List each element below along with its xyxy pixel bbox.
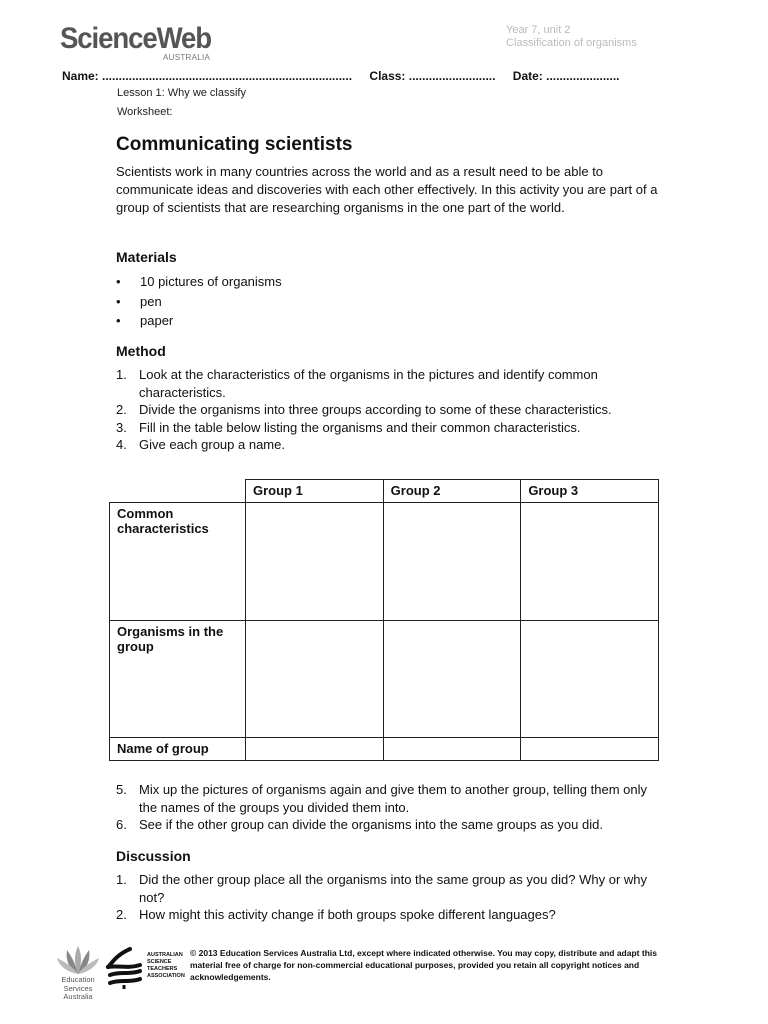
- step-text: Divide the organisms into three groups according to some of these characteristics.: [139, 402, 612, 417]
- table-cell[interactable]: [383, 503, 521, 621]
- class-field: Class: ..........................: [369, 69, 496, 83]
- step-number: 3.: [116, 419, 127, 435]
- column-header: Group 1: [246, 480, 384, 503]
- table-header-row: [110, 480, 659, 503]
- method-step: [116, 401, 661, 419]
- date-field: Date: ......................: [512, 69, 620, 83]
- student-details-line: [62, 69, 662, 83]
- question-text: How might this activity change if both groups spoke different languages?: [139, 907, 556, 922]
- asta-logo-line: TEACHERS: [147, 966, 178, 972]
- step-number: 5.: [116, 782, 127, 797]
- step-number: 1.: [116, 367, 127, 382]
- asta-logo-line: SCIENCE: [147, 959, 172, 965]
- asta-logo-icon: [104, 947, 144, 991]
- step-text: Give each group a name.: [139, 437, 285, 452]
- method-step: [116, 436, 661, 454]
- table-cell[interactable]: [521, 738, 659, 761]
- step-number: 4.: [116, 437, 127, 452]
- method-steps: [116, 366, 661, 454]
- lesson-label: Lesson 1: Why we classify: [117, 87, 246, 99]
- scienceweb-logo-subtitle: AUSTRALIA: [163, 53, 211, 62]
- table-row: [110, 503, 659, 621]
- step-number: 6.: [116, 817, 127, 832]
- discussion-heading: Discussion: [116, 848, 191, 864]
- list-item: • 10 pictures of organisms: [116, 272, 282, 292]
- question-number: 2.: [116, 907, 127, 922]
- esa-logo-text: [52, 976, 104, 1002]
- materials-list: [116, 272, 282, 331]
- method-steps-continued: [116, 781, 661, 834]
- table-cell[interactable]: [246, 621, 384, 738]
- unit-topic: Classification of organisms: [506, 37, 637, 49]
- name-field: Name: ...........................................................................: [62, 69, 353, 83]
- table-cell[interactable]: [246, 738, 384, 761]
- discussion-question: [116, 906, 661, 924]
- list-item: • pen: [116, 292, 282, 312]
- method-step: [116, 781, 661, 816]
- asta-logo-line: AUSTRALIAN: [147, 952, 183, 958]
- unit-info: [506, 24, 637, 50]
- table-row: [110, 621, 659, 738]
- table-cell[interactable]: [521, 621, 659, 738]
- table-cell[interactable]: [521, 503, 659, 621]
- asta-logo-text: [147, 952, 185, 980]
- intro-paragraph: Scientists work in many countries across the world and as a result need to be able to communicate ideas and discoveries with each other effectively. In this activity you are part of a group of scientists that are researching organisms in the one part of the world.: [116, 164, 658, 215]
- esa-logo-line: Services: [63, 983, 93, 993]
- question-text: Did the other group place all the organisms into the same group as you did? Why or why not?: [139, 872, 647, 905]
- step-text: Mix up the pictures of organisms again and give them to another group, telling them only the names of the groups you divided them into.: [139, 782, 648, 815]
- esa-flower-logo-icon: [55, 944, 101, 976]
- unit-label: Year 7, unit 2: [506, 24, 571, 36]
- method-step: [116, 419, 661, 437]
- row-header: Common characteristics: [110, 503, 246, 621]
- step-text: Fill in the table below listing the organisms and their common characteristics.: [139, 419, 581, 435]
- column-header: Group 3: [521, 480, 659, 503]
- step-text: See if the other group can divide the organisms into the same groups as you did.: [139, 817, 603, 832]
- copyright-notice: © 2013 Education Services Australia Ltd, except where indicated otherwise. You may copy, distribute and adapt this material free of charge for non-commercial educational purposes, provided you retain all copyright notices and acknowledgements.: [190, 948, 657, 982]
- table-cell[interactable]: [383, 738, 521, 761]
- discussion-questions: [116, 871, 661, 924]
- table-cell[interactable]: [246, 503, 384, 621]
- method-heading: Method: [116, 343, 166, 359]
- scienceweb-logo: ScienceWeb: [60, 22, 212, 55]
- row-header: Name of group: [110, 738, 246, 761]
- table-row: [110, 738, 659, 761]
- esa-logo-line: Australia: [63, 992, 93, 1001]
- column-header: Group 2: [383, 480, 521, 503]
- discussion-question: [116, 871, 661, 906]
- row-header: Organisms in the group: [110, 621, 246, 738]
- method-step: [116, 366, 661, 401]
- worksheet-label: Worksheet:: [117, 106, 173, 118]
- table-corner-cell: [110, 480, 246, 503]
- table-cell[interactable]: [383, 621, 521, 738]
- step-number: 2.: [116, 402, 127, 417]
- step-text: Look at the characteristics of the organisms in the pictures and identify common characteristics.: [139, 367, 598, 400]
- materials-heading: Materials: [116, 249, 177, 265]
- question-number: 1.: [116, 872, 127, 887]
- esa-logo-line: Education: [61, 975, 95, 984]
- groups-table: [109, 479, 659, 761]
- method-step: [116, 816, 661, 834]
- list-item: • paper: [116, 311, 282, 331]
- asta-logo-line: ASSOCIATION: [147, 973, 185, 979]
- page-title: Communicating scientists: [116, 134, 353, 155]
